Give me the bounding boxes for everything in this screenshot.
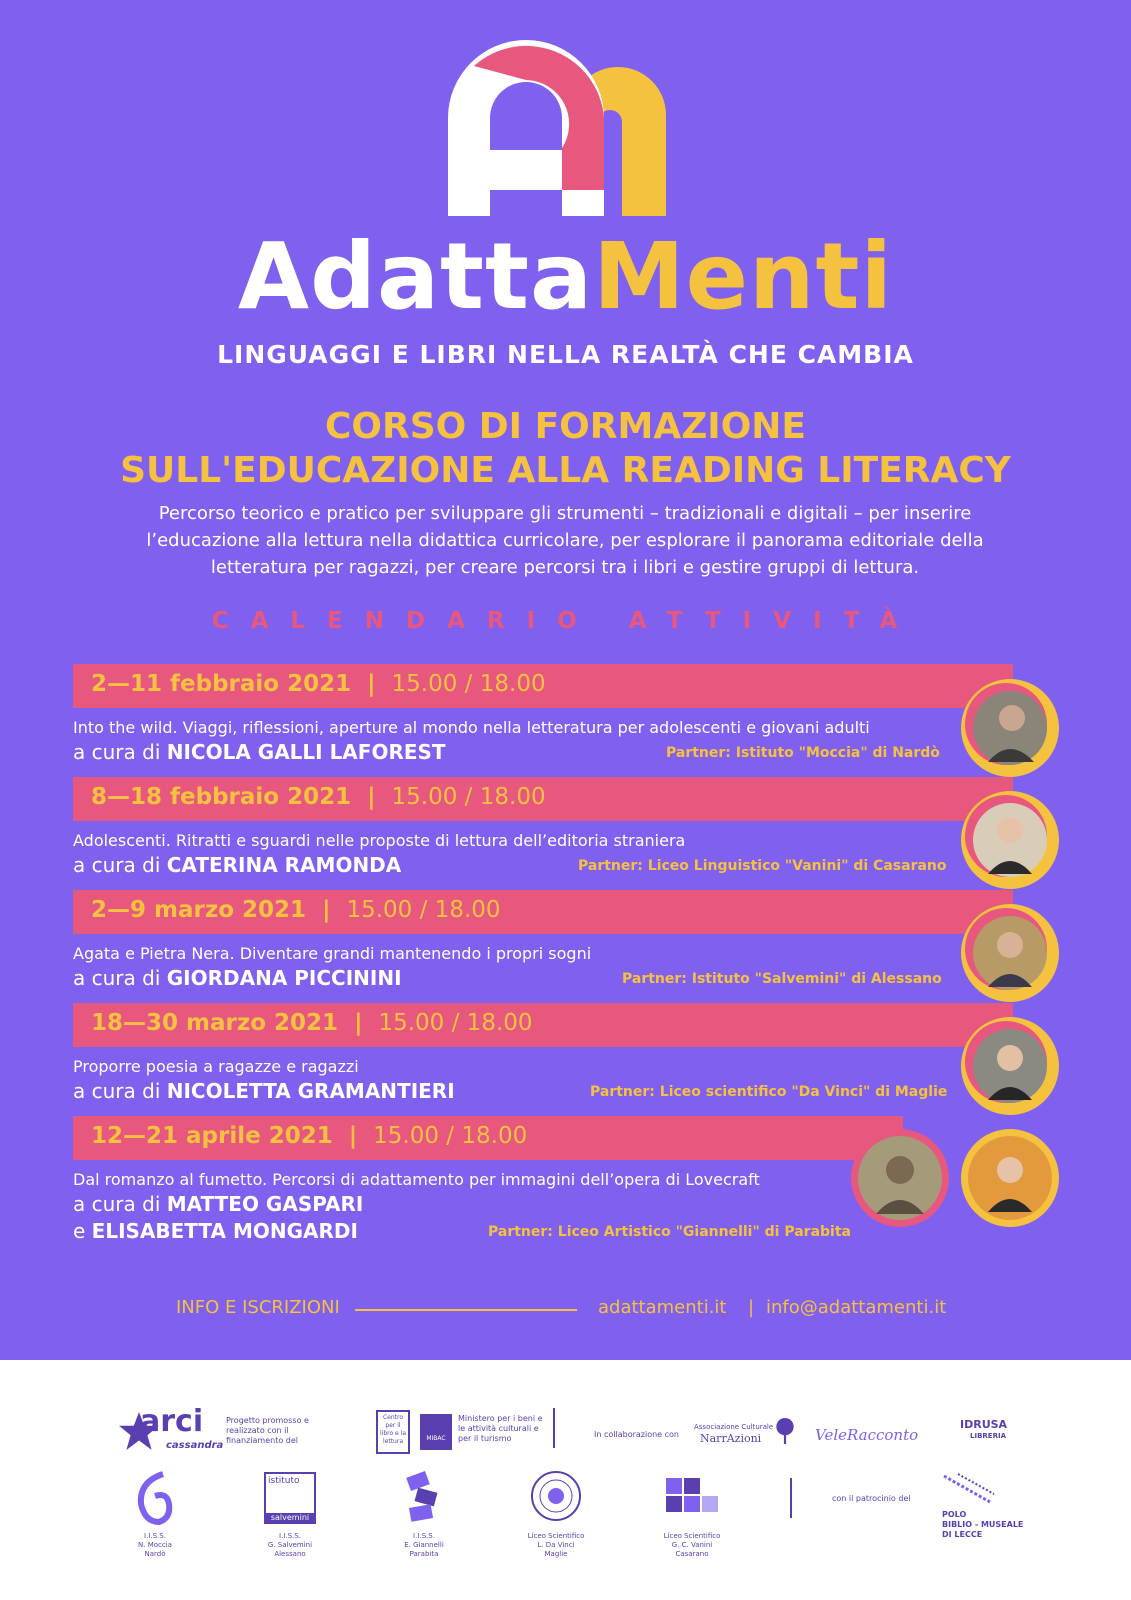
giannelli-logo-icon [404,1470,444,1526]
event-time: 15.00 / 18.00 [391,671,546,697]
curator-name: MATTEO GASPARI [166,1192,364,1216]
school-caption: Liceo Scientifico L. Da Vinci Maglie [527,1532,585,1558]
arci-sub: cassandra [166,1440,224,1451]
speaker-photo [960,790,1060,890]
school-caption: I.I.S.S. E. Giannelli Parabita [404,1532,444,1558]
event-title: Agata e Pietra Nera. Diventare grandi mantenendo i propri sogni [73,944,592,963]
collab-text: In collaborazione con [594,1430,679,1439]
school-caption: I.I.S.S. G. Salvemini Alessano [267,1532,313,1558]
curator-prefix: a cura di [73,1192,161,1216]
separator: | [367,784,376,810]
event-curator [73,966,402,990]
event-partner: Partner: Istituto "Salvemini" di Alessano [622,971,942,987]
speaker-photo [960,903,1060,1003]
event-date-bar [73,1116,903,1160]
separator: | [367,671,376,697]
course-description: Percorso teorico e pratico per sviluppare gli strumenti – tradizionali e digitali – per inserire l’educazione alla lettura nella didattica curricolare, per esplorare il panorama editoriale della letteratura per ragazzi, per creare percorsi tra i libri e gestire gruppi di lettura. [146,503,984,578]
vele-racconto-logo: VeleRacconto [815,1426,919,1444]
curator-prefix: a cura di [73,966,161,990]
promo-text: Progetto promosso e realizzato con il finanziamento del [226,1416,309,1445]
curator-prefix: a cura di [73,740,161,764]
curator-name: CATERINA RAMONDA [166,853,402,877]
mibac-logo: MIBAC [420,1414,452,1450]
curator-name: NICOLETTA GRAMANTIERI [166,1079,455,1103]
event-dates: 2—11 febbraio 2021 [91,671,352,697]
brand-title [0,222,1131,332]
istituto-salvemini-logo: istituto salvemini [264,1472,316,1524]
event-dates: 8—18 febbraio 2021 [91,784,352,810]
school-caption: I.I.S.S. N. Moccia Nardò [138,1532,172,1558]
email-link[interactable]: info@adattamenti.it [766,1297,947,1318]
curator-prefix: a cura di [73,1079,161,1103]
polo-label: POLO BIBLIO - MUSEALE DI LECCE [942,1510,1024,1539]
event-partner: Partner: Liceo scientifico "Da Vinci" di Maglie [590,1084,948,1100]
brand-part-1: Adatta [237,223,594,330]
calendar-heading: CALENDARIO ATTIVITÀ [211,608,920,634]
speaker-photo [960,678,1060,778]
cepell-logo: Centro per il libro e la lettura [376,1410,410,1454]
event-curator [73,1079,455,1103]
speaker-photo [960,1128,1060,1228]
event-dates: 12—21 aprile 2021 [91,1123,333,1149]
da-vinci-seal-icon [530,1470,582,1522]
event-curator [73,853,401,877]
brand-part-2: Menti [593,223,894,330]
event-title: Into the wild. Viaggi, riflessioni, aperture al mondo nella letteratura per adolescenti e giovani adulti [73,718,870,737]
event-partner: Partner: Liceo Artistico "Giannelli" di Parabita [488,1224,851,1240]
patrocinio-text: con il patrocinio del [832,1494,911,1503]
tagline: LINGUAGGI E LIBRI NELLA REALTÀ CHE CAMBIA [217,340,914,369]
event-title: Adolescenti. Ritratti e sguardi nelle proposte di lettura dell’editoria straniera [73,831,686,850]
footer-divider [790,1478,792,1518]
website-link[interactable]: adattamenti.it [598,1297,727,1318]
curator-prefix-2: e [73,1219,86,1243]
event-time: 15.00 / 18.00 [378,1010,533,1036]
event-curator [73,740,446,764]
event-curator-2 [73,1219,358,1243]
curator-name: GIORDANA PICCININI [166,966,402,990]
curator-name: NICOLA GALLI LAFOREST [166,740,446,764]
course-title-line-1: CORSO DI FORMAZIONE [324,406,807,447]
event-date-bar [73,1003,1013,1047]
shell-icon [133,1470,179,1526]
event-time: 15.00 / 18.00 [391,784,546,810]
event-date-bar [73,890,1013,934]
footer-divider [553,1408,555,1448]
info-label: INFO E ISCRIZIONI [176,1297,340,1318]
event-partner: Partner: Liceo Linguistico "Vanini" di Casarano [578,858,947,874]
ministero-text: Ministero per i beni e le attività culturali e per il turismo [458,1414,543,1443]
event-title: Dal romanzo al fumetto. Percorsi di adattamento per immagini dell’opera di Lovecraft [73,1170,760,1189]
speaker-photo [960,1016,1060,1116]
narrazioni-label: Associazione Culturale [694,1423,774,1431]
arci-logo: arci [140,1404,204,1439]
separator: | [322,897,331,923]
tree-icon [774,1418,796,1444]
event-curator [73,1192,363,1216]
separator: | [354,1010,363,1036]
curator-prefix: a cura di [73,853,161,877]
event-date-bar [73,664,1013,708]
separator: | [348,1123,358,1149]
event-dates: 18—30 marzo 2021 [91,1010,339,1036]
idrusa-sub: LIBRERIA [970,1432,1006,1440]
narrazioni-logo: NarrAzioni [700,1432,762,1445]
event-time: 15.00 / 18.00 [373,1123,528,1149]
event-date-bar [73,777,1013,821]
curator-name-2: ELISABETTA MONGARDI [91,1219,358,1243]
event-dates: 2—9 marzo 2021 [91,897,307,923]
event-partner: Partner: Istituto "Moccia" di Nardò [666,745,940,761]
vanini-logo-icon [666,1478,720,1518]
adattamenti-logo-icon [448,40,684,216]
idrusa-logo: IDRUSA [960,1418,1008,1431]
info-divider [355,1309,577,1311]
event-time: 15.00 / 18.00 [346,897,501,923]
sponsor-footer [0,1360,1131,1600]
polo-logo-icon [940,1472,996,1506]
speaker-photo [850,1128,950,1228]
separator: | [748,1297,755,1318]
event-title: Proporre poesia a ragazze e ragazzi [73,1057,359,1076]
course-title [0,405,1131,493]
course-title-line-2: SULL'EDUCAZIONE ALLA READING LITERACY [120,450,1011,491]
school-caption: Liceo Scientifico G. C. Vanini Casarano [663,1532,721,1558]
